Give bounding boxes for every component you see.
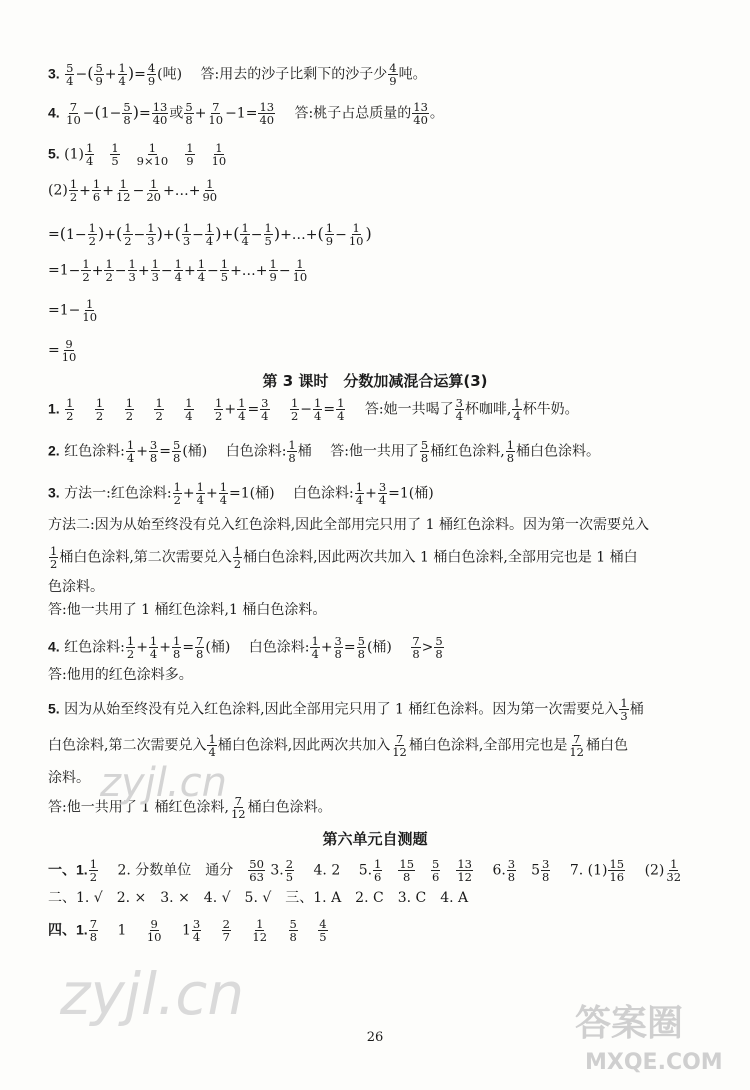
answer-line-5-4: =1− $\frac{1}{2}$ + $\frac{1}{2}$ − $\frac{1}{3}$ + $\frac{1}{3}$ − $\frac{1}{4}$ + $\frac{1}{4}$ − $\frac{1}{5}$ +…+ $\frac{1}{9}$ − $\frac{1}{10}$ (48, 257, 308, 284)
fraction: $\frac{1}{4}$ (241, 221, 249, 248)
fraction: $\frac{1}{2}$ (124, 221, 132, 248)
answer-line-5-1: 5. (1) $\frac{1}{4}$ $\frac{1}{5}$ $\frac{1}{9\times 10}$ $\frac{1}{9}$ $\frac{1}{10}$ (48, 141, 227, 168)
test-answer-row-2: 二、1. √ 2. × 3. × 4. √ 5. √ 三、1. A 2. C 3. C 4. A (48, 890, 469, 906)
watermark-logo: 答案圈 (575, 1003, 684, 1044)
lesson-answer-4: 4. 红色涂料: $\frac{1}{2}$ + $\frac{1}{4}$ + $\frac{1}{8}$ = $\frac{7}{8}$ (桶) 白色涂料: $\frac{1}{4}$ + $\frac{3}{8}$ = $\frac{5}{8}$ (桶) $\frac{7}{8}$ > $\frac{5}{8}$ (48, 634, 443, 661)
fraction: $\frac{1}{9}$ (325, 221, 334, 248)
fraction: $\frac{1}{90}$ (202, 177, 218, 204)
answer-line-5-2: (2) $\frac{1}{2}$ + $\frac{1}{6}$ + $\frac{1}{12}$ − $\frac{1}{20}$ +…+ $\frac{1}{90}$ (48, 177, 218, 204)
answer-line-4: 4. $\frac{7}{10}$ −(1− $\frac{5}{8}$ )= $\frac{13}{40}$ 或 $\frac{5}{8}$ + $\frac{7}{10}$ −1= $\frac{13}{40}$ 答:桃子占总质量的 $\frac{13}{40}$ 。 (48, 100, 444, 127)
lesson-answer-5-b: 白色涂料,第二次需要兑入 $\frac{1}{4}$ 桶白色涂料,因此两次共加入 $\frac{7}{12}$ 桶白色涂料,全部用完也是 $\frac{7}{12}$ 桶白色 (48, 732, 628, 759)
test-answer-row-3: 四、1. $\frac{7}{8}$ 1 $\frac{9}{10}$ 1 $\frac{3}{4}$ $\frac{2}{7}$ $\frac{1}{12}$ $\frac{5}{8}$ $\frac{4}{5}$ (48, 917, 327, 944)
lesson-answer-5-answer: 答:他一共用了 1 桶红色涂料, $\frac{7}{12}$ 桶白色涂料。 (48, 794, 332, 821)
test-answer-row-1: 一、1. $\frac{1}{2}$ 2. 分数单位 通分 $\frac{50}{63}$ 3. $\frac{2}{5}$ 4. 2 5. $\frac{1}{6}$ $\frac{15}{8}$ $\frac{5}{6}$ $\frac{13}{12}$ 6. $\frac{3}{8}$ 5 $\frac{3}{8}$ 7. (1) $\frac{15}{16}$ (2) $\frac{1}{32}$ (48, 857, 682, 884)
section-heading: 第 3 课时 分数加减混合运算(3) (262, 372, 488, 390)
lesson-answer-5: 5. 因为从始至终没有兑入红色涂料,因此全部用完只用了 1 桶红色涂料。因为第一次需要兑入 $\frac{1}{3}$ 桶 (48, 696, 644, 723)
fraction: $\frac{1}{4}$ (174, 257, 182, 284)
fraction: $\frac{1}{10}$ (211, 141, 227, 168)
fraction: $\frac{1}{2}$ (69, 177, 78, 204)
fraction: $\frac{1}{6}$ (92, 177, 101, 204)
lesson-answer-3-answer: 答:他一共用了 1 桶红色涂料,1 桶白色涂料。 (48, 602, 327, 618)
lesson-answer-3-method2-c: 色涂料。 (48, 579, 104, 595)
fraction: $\frac{1}{5}$ (220, 257, 229, 284)
page-number: 26 (366, 1030, 384, 1045)
fraction: $\frac{1}{10}$ (348, 221, 364, 248)
fraction: $\frac{1}{3}$ (147, 221, 155, 248)
fraction: $\frac{1}{9}$ (269, 257, 277, 284)
answer-line-5-5: =1− $\frac{1}{10}$ (48, 297, 98, 324)
answer-line-5-6: = $\frac{9}{10}$ (48, 337, 77, 364)
lesson-answer-2: 2. 红色涂料: $\frac{1}{4}$ + $\frac{3}{8}$ = $\frac{5}{8}$ (桶) 白色涂料: $\frac{1}{8}$ 桶 答:他一共用了 $\frac{5}{8}$ 桶红色涂料, $\frac{1}{8}$ 桶白色涂料。 (48, 438, 601, 465)
fraction: $\frac{1}{4}$ (197, 257, 206, 284)
answer-line-3: 3. $\frac{5}{4}$ −( $\frac{5}{9}$ + $\frac{1}{4}$ )= $\frac{4}{9}$ (吨) 答:用去的沙子比剩下的沙子少 $\frac{4}{9}$ 吨。 (48, 61, 427, 88)
fraction: $\frac{1}{5}$ (264, 221, 272, 248)
fraction: $\frac{1}{20}$ (146, 177, 161, 204)
fraction: $\frac{1}{10}$ (292, 257, 308, 284)
fraction: $\frac{1}{3}$ (182, 221, 191, 248)
fraction: $\frac{1}{9\times 10}$ (136, 141, 169, 168)
fraction: $\frac{1}{3}$ (151, 257, 159, 284)
fraction: $\frac{1}{4}$ (205, 221, 214, 248)
fraction: $\frac{1}{4}$ (85, 141, 94, 168)
fraction: $\frac{1}{2}$ (105, 257, 113, 284)
lesson-answer-5-c: 涂料。 (48, 770, 90, 786)
lesson-answer-3-method2: 方法二:因为从始至终没有兑入红色涂料,因此全部用完只用了 1 桶红色涂料。因为第一次需要兑入 (48, 517, 649, 533)
fraction: $\frac{1}{2}$ (82, 257, 90, 284)
lesson-answer-3: 3. 方法一:红色涂料: $\frac{1}{2}$ + $\frac{1}{4}$ + $\frac{1}{4}$ =1(桶) 白色涂料: $\frac{1}{4}$ + $\frac{3}{4}$ =1(桶) (48, 480, 434, 507)
fraction: $\frac{1}{3}$ (128, 257, 136, 284)
watermark: zyjl.cn (60, 960, 245, 1028)
lesson-answer-4-answer: 答:他用的红色涂料多。 (48, 667, 193, 683)
watermark: zyjl.cn (100, 760, 227, 806)
fraction: $\frac{1}{12}$ (115, 177, 131, 204)
lesson-answer-3-method2-b: $\frac{1}{2}$ 桶白色涂料,第二次需要兑入 $\frac{1}{2}$ 桶白色涂料,因此两次共加入 1 桶白色涂料,全部用完也是 1 桶白 (50, 544, 638, 571)
fraction: $\frac{1}{2}$ (88, 221, 96, 248)
watermark-site: MXQE.COM (585, 1050, 723, 1075)
lesson-answer-1: 1. $\frac{1}{2}$ $\frac{1}{2}$ $\frac{1}{2}$ $\frac{1}{2}$ $\frac{1}{4}$ $\frac{1}{2}$ + $\frac{1}{4}$ = $\frac{3}{4}$ $\frac{1}{2}$ − $\frac{1}{4}$ = $\frac{1}{4}$ 答:她一共喝了 $\frac{3}{4}$ 杯咖啡, $\frac{1}{4}$ 杯牛奶。 (48, 396, 579, 423)
unit-test-heading: 第六单元自测题 (322, 830, 428, 848)
fraction: $\frac{1}{5}$ (111, 141, 119, 168)
fraction: $\frac{1}{9}$ (186, 141, 194, 168)
answer-line-5-3: =(1− $\frac{1}{2}$ )+( $\frac{1}{2}$ − $\frac{1}{3}$ )+( $\frac{1}{3}$ − $\frac{1}{4}$ )+( $\frac{1}{4}$ − $\frac{1}{5}$ )+…+( $\frac{1}{9}$ − $\frac{1}{10}$ ) (48, 221, 372, 248)
